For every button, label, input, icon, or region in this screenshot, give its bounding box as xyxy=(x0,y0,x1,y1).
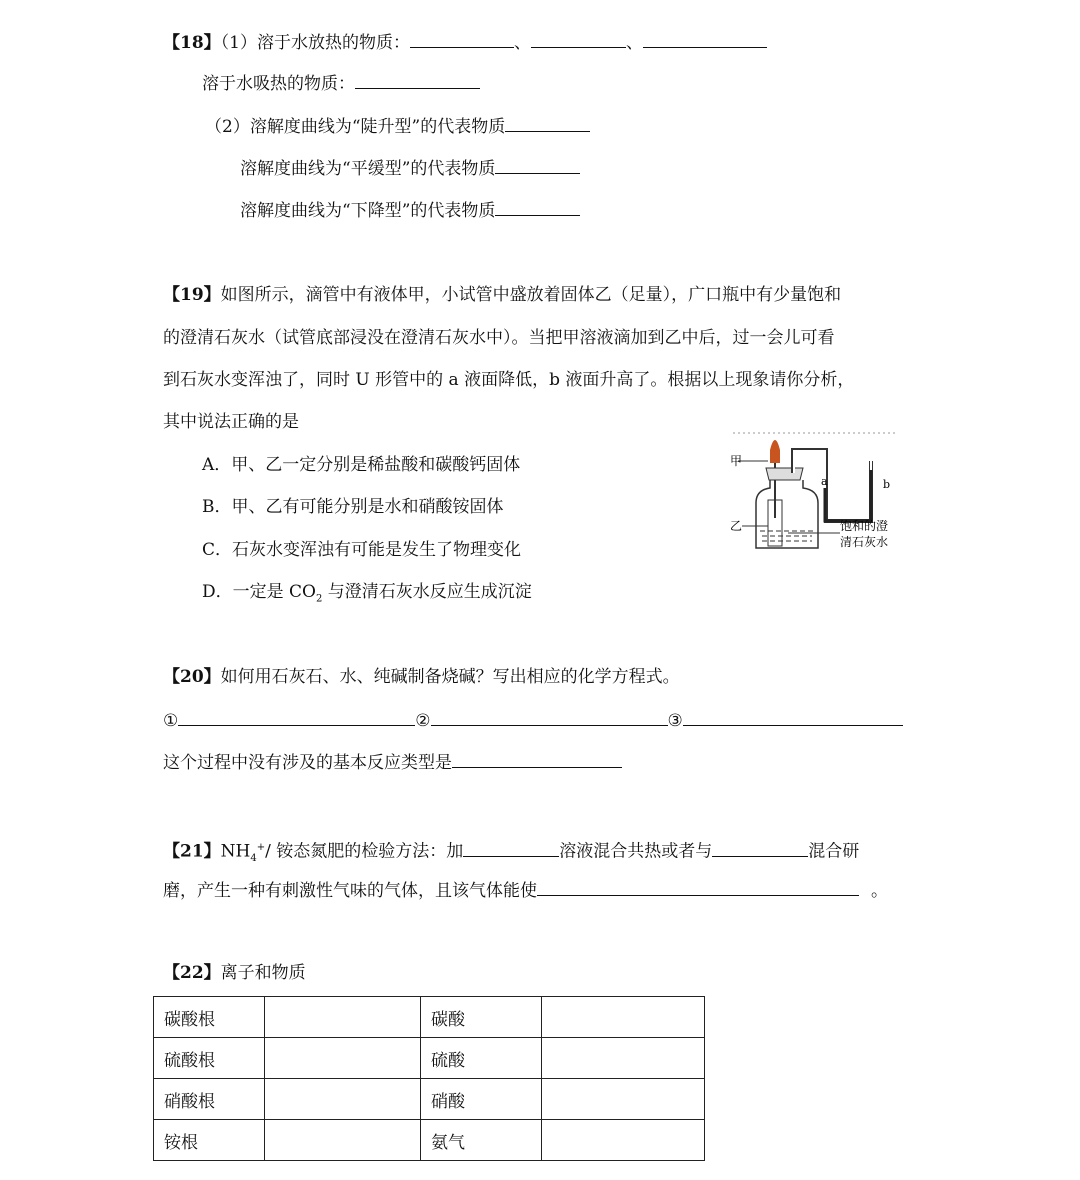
table-row xyxy=(154,1120,705,1161)
option-c[interactable]: C．石灰水变浑浊有可能是发生了物理变化 xyxy=(202,540,522,560)
table-cell: 硝酸 xyxy=(421,1079,542,1120)
question-number: 【20】 xyxy=(163,667,221,687)
text: （1）溶于水放热的物质： xyxy=(220,33,410,53)
text: 。 xyxy=(871,881,888,901)
label-b: b xyxy=(883,478,891,491)
superscript: + xyxy=(256,842,266,853)
subscript: 4 xyxy=(250,853,257,865)
answer-blank[interactable] xyxy=(531,31,626,48)
text: D．一定是 CO xyxy=(202,582,316,602)
table-row xyxy=(154,1079,705,1120)
text: 混合研 xyxy=(808,841,860,862)
answer-cell[interactable] xyxy=(542,1038,705,1079)
question-number: 【21】 xyxy=(163,841,221,862)
label-yi: 乙 xyxy=(730,519,743,533)
answer-blank[interactable] xyxy=(178,709,415,726)
q18-line5 xyxy=(240,199,580,222)
answer-blank[interactable] xyxy=(537,879,859,896)
answer-cell[interactable] xyxy=(542,1079,705,1120)
text: 与澄清石灰水反应生成沉淀 xyxy=(322,582,532,602)
table-cell: 硫酸 xyxy=(421,1038,542,1079)
answer-blank[interactable] xyxy=(495,157,580,174)
q21-line1 xyxy=(163,837,859,870)
table-row xyxy=(154,997,705,1038)
q20-line1 xyxy=(163,666,680,688)
label-jia: 甲 xyxy=(730,454,743,468)
answer-blank[interactable] xyxy=(452,751,622,768)
text: 如图所示，滴管中有液体甲，小试管中盛放着固体乙（足量），广口瓶中有少量饱和 xyxy=(220,285,842,305)
option-b[interactable]: B．甲、乙有可能分别是水和硝酸铵固体 xyxy=(202,497,504,517)
q21-line2 xyxy=(163,879,888,902)
question-number: 【18】 xyxy=(163,33,221,53)
apparatus-diagram xyxy=(728,428,900,558)
answer-blank[interactable] xyxy=(431,709,668,726)
ion-substance-table xyxy=(153,996,705,1161)
answer-cell[interactable] xyxy=(542,1120,705,1161)
q22-title xyxy=(163,962,306,984)
q18-line1 xyxy=(163,31,767,54)
marker: ① xyxy=(163,711,179,731)
q19-line1 xyxy=(163,284,841,306)
option-a[interactable]: A．甲、乙一定分别是稀盐酸和碳酸钙固体 xyxy=(202,455,521,475)
text: 、 xyxy=(514,33,531,53)
answer-blank[interactable] xyxy=(355,72,480,89)
answer-blank[interactable] xyxy=(495,199,580,216)
subscript: 2 xyxy=(315,593,323,605)
table-cell: 碳酸 xyxy=(421,997,542,1038)
text: 溶液混合共热或者与 xyxy=(559,841,713,862)
q19-line4: 其中说法正确的是 xyxy=(163,412,299,432)
table-row xyxy=(154,1038,705,1079)
answer-blank[interactable] xyxy=(505,115,590,132)
answer-cell[interactable] xyxy=(265,1038,421,1079)
q18-line2 xyxy=(202,72,480,95)
table-cell: 硫酸根 xyxy=(154,1038,265,1079)
table-cell: 硝酸根 xyxy=(154,1079,265,1120)
answer-blank[interactable] xyxy=(643,31,767,48)
answer-cell[interactable] xyxy=(265,1120,421,1161)
text: 磨，产生一种有刺激性气味的气体，且该气体能使 xyxy=(163,881,537,901)
q18-line3 xyxy=(205,115,590,138)
label-solution-1: 饱和的澄 xyxy=(840,519,889,533)
q18-line4 xyxy=(240,157,580,180)
text: 溶解度曲线为“平缓型”的代表物质 xyxy=(240,159,496,179)
marker: ③ xyxy=(667,711,683,731)
option-d[interactable] xyxy=(202,581,532,610)
question-number: 【22】 xyxy=(163,963,221,983)
answer-cell[interactable] xyxy=(265,1079,421,1120)
text: NH xyxy=(220,841,251,862)
table-cell: 碳酸根 xyxy=(154,997,265,1038)
label-solution-2: 清石灰水 xyxy=(840,535,889,549)
text: 、 xyxy=(626,33,643,53)
text: / 铵态氮肥的检验方法：加 xyxy=(265,841,464,862)
text: （2）溶解度曲线为“陡升型”的代表物质 xyxy=(205,117,506,137)
text: 溶于水吸热的物质： xyxy=(202,74,355,94)
table-cell: 铵根 xyxy=(154,1120,265,1161)
table-cell: 氨气 xyxy=(421,1120,542,1161)
q20-line3 xyxy=(163,751,622,774)
marker: ② xyxy=(415,711,431,731)
text: 如何用石灰石、水、纯碱制备烧碱？写出相应的化学方程式。 xyxy=(220,667,680,687)
text: 离子和物质 xyxy=(220,963,306,983)
q20-line2 xyxy=(163,709,903,732)
answer-blank[interactable] xyxy=(410,31,514,48)
answer-cell[interactable] xyxy=(265,997,421,1038)
question-number: 【19】 xyxy=(163,285,221,305)
text: 这个过程中没有涉及的基本反应类型是 xyxy=(163,753,452,773)
label-a: a xyxy=(821,475,828,488)
answer-blank[interactable] xyxy=(712,840,808,857)
q19-line2: 的澄清石灰水（试管底部浸没在澄清石灰水中）。当把甲溶液滴加到乙中后，过一会儿可看 xyxy=(163,328,835,348)
q19-line3: 到石灰水变浑浊了，同时 U 形管中的 a 液面降低，b 液面升高了。根据以上现象请你分析， xyxy=(163,370,855,390)
answer-cell[interactable] xyxy=(542,997,705,1038)
answer-blank[interactable] xyxy=(463,840,559,857)
text: 溶解度曲线为“下降型”的代表物质 xyxy=(240,201,496,221)
dropper-bulb xyxy=(770,440,780,463)
answer-blank[interactable] xyxy=(683,709,903,726)
